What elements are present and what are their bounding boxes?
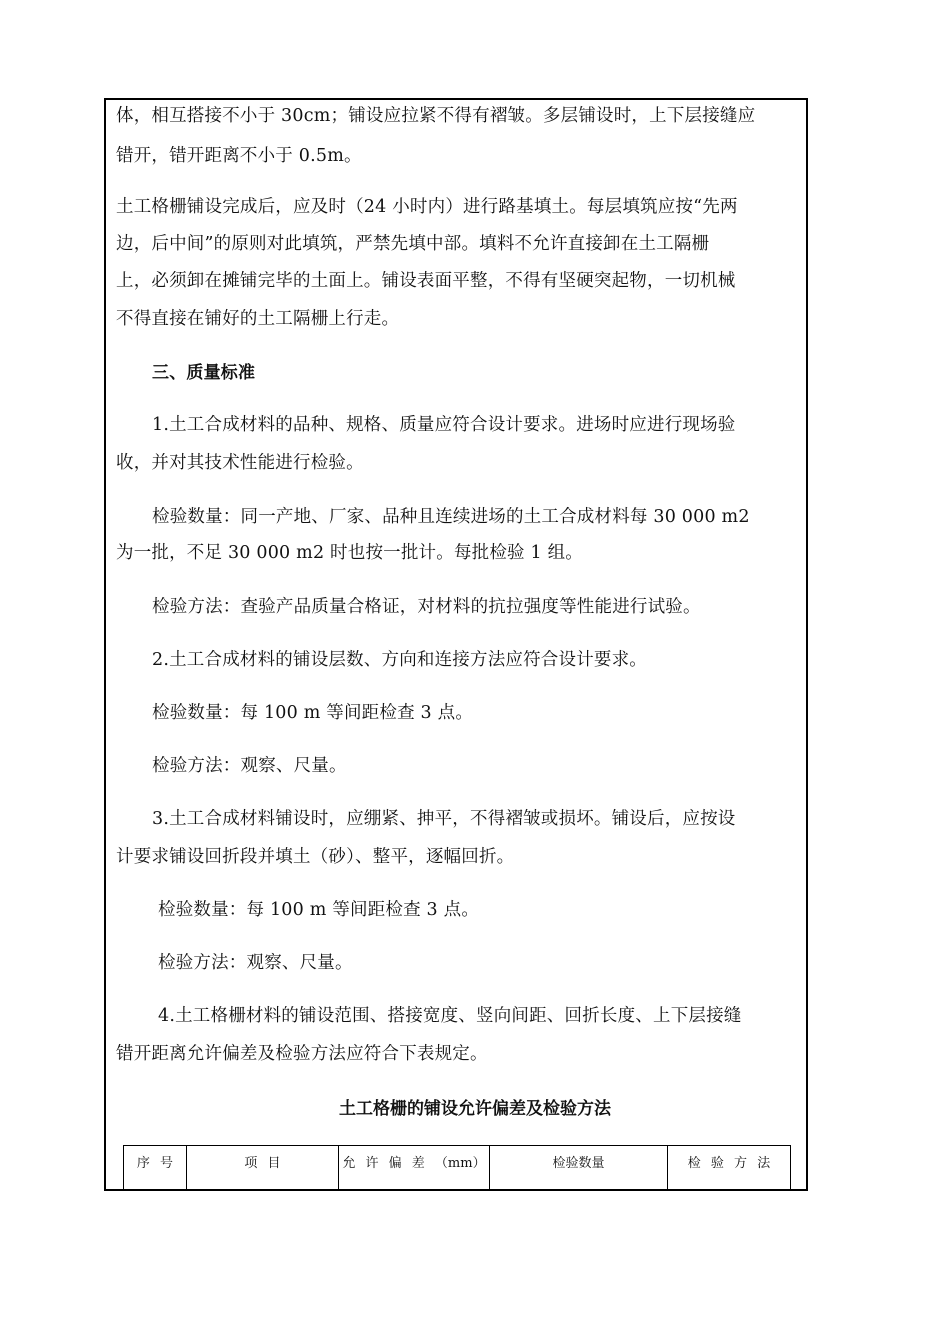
table-header-cell: 允 许 偏 差 （mm） [339,1146,490,1192]
table-header-cell: 项 目 [187,1146,339,1192]
tolerance-table [123,1145,791,1191]
paragraph-line: 错开，错开距离不小于 0.5m。 [116,146,362,166]
table-header-cell: 检验数量 [490,1146,668,1192]
document-frame [104,98,808,1191]
table-title: 土工格栅的铺设允许偏差及检验方法 [339,1099,611,1119]
paragraph-line: 为一批，不足 30 000 m2 时也按一批计。每批检验 1 组。 [116,543,584,563]
paragraph-line: 土工格栅铺设完成后，应及时（24 小时内）进行路基填土。每层填筑应按“先两 [116,197,738,217]
paragraph-line: 检验方法：观察、尺量。 [158,953,353,973]
paragraph-line: 2.土工合成材料的铺设层数、方向和连接方法应符合设计要求。 [152,650,647,670]
table-header-cell: 序 号 [124,1146,187,1192]
paragraph-line: 体，相互搭接不小于 30cm；铺设应拉紧不得有褶皱。多层铺设时，上下层接缝应 [116,106,756,126]
paragraph-line: 3.土工合成材料铺设时，应绷紧、抻平，不得褶皱或损坏。铺设后，应按设 [152,809,736,829]
paragraph-line: 检验数量：每 100 m 等间距检查 3 点。 [158,900,480,920]
paragraph-line: 错开距离允许偏差及检验方法应符合下表规定。 [116,1044,488,1064]
paragraph-line: 4.土工格栅材料的铺设范围、搭接宽度、竖向间距、回折长度、上下层接缝 [158,1006,742,1026]
paragraph-line: 边，后中间”的原则对此填筑，严禁先填中部。填料不允许直接卸在土工隔栅 [116,234,710,254]
paragraph-line: 收，并对其技术性能进行检验。 [116,453,364,473]
table-header-cell: 检 验 方 法 [668,1146,791,1192]
paragraph-line: 检验方法：观察、尺量。 [152,756,347,776]
paragraph-line: 检验方法：查验产品质量合格证，对材料的抗拉强度等性能进行试验。 [152,597,701,617]
table-header-row [124,1146,791,1192]
section-heading: 三、质量标准 [152,363,256,383]
paragraph-line: 检验数量：每 100 m 等间距检查 3 点。 [152,703,474,723]
paragraph-line: 不得直接在铺好的土工隔栅上行走。 [116,309,400,329]
paragraph-line: 上，必须卸在摊铺完毕的土面上。铺设表面平整，不得有坚硬突起物，一切机械 [116,271,736,291]
paragraph-line: 1.土工合成材料的品种、规格、质量应符合设计要求。进场时应进行现场验 [152,415,736,435]
paragraph-line: 检验数量：同一产地、厂家、品种且连续进场的土工合成材料每 30 000 m2 [152,507,750,527]
paragraph-line: 计要求铺设回折段并填土（砂）、整平，逐幅回折。 [116,847,515,867]
